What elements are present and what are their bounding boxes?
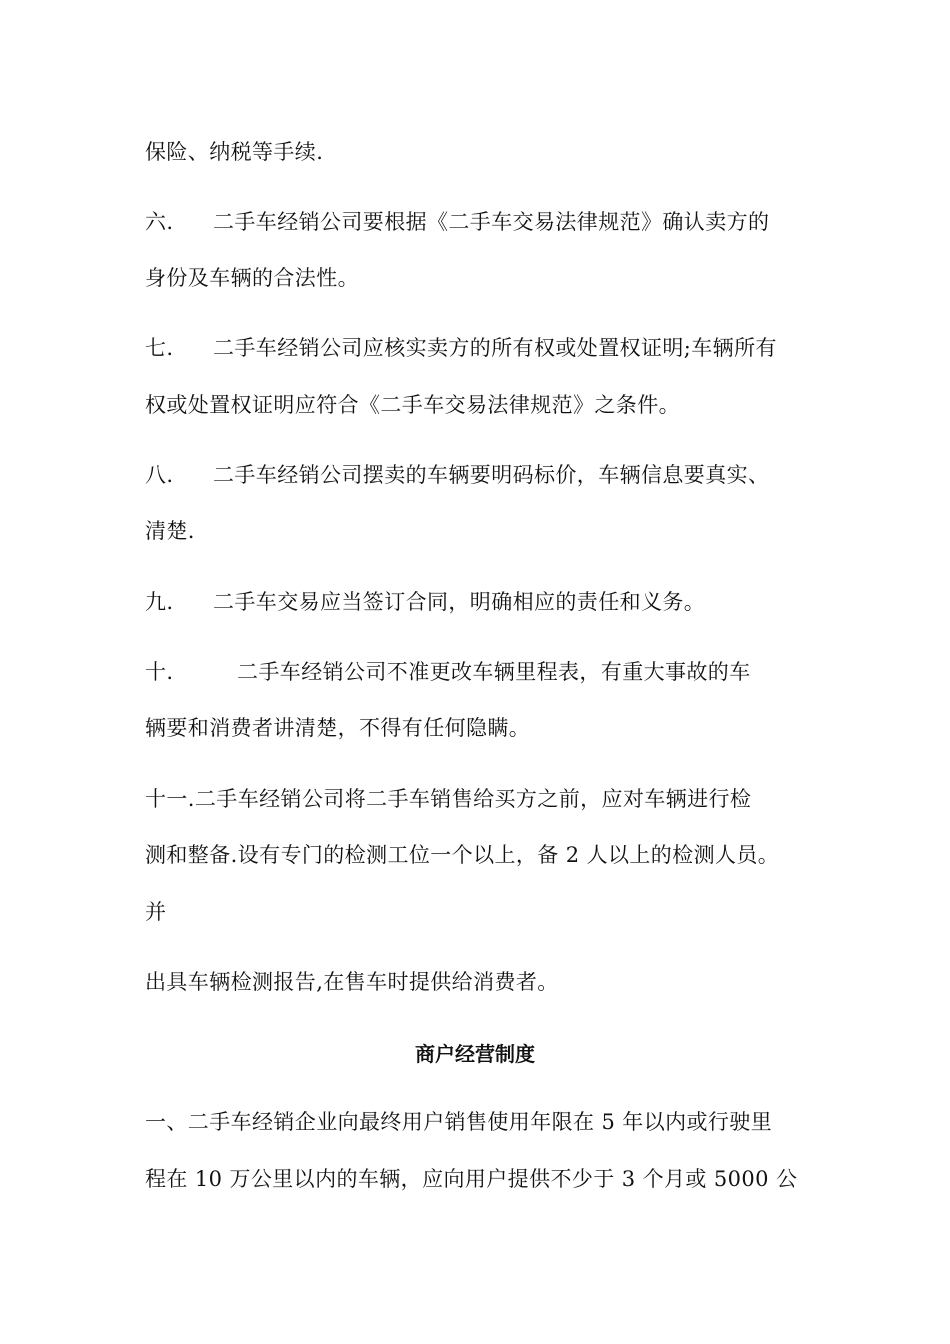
text-line: 身份及车辆的合法性。 xyxy=(145,266,359,290)
item-text: 二手车经销公司要根据《二手车交易法律规范》确认卖方的 xyxy=(213,210,770,234)
section-heading: 商户经营制度 xyxy=(415,1042,535,1066)
item-number: 六. xyxy=(145,210,174,234)
item-text: 二手车经销公司应核实卖方的所有权或处置权证明;车辆所有 xyxy=(213,336,777,360)
item-text: 二手车经销公司不准更改车辆里程表，有重大事故的车 xyxy=(237,660,751,684)
item-7 xyxy=(145,334,810,362)
item-number: 十一. xyxy=(145,787,195,811)
text-line: 清楚. xyxy=(145,519,195,543)
text-line: 出具车辆检测报告,在售车时提供给消费者。 xyxy=(145,970,559,994)
item-text: 二手车交易应当签订合同，明确相应的责任和义务。 xyxy=(213,590,706,614)
item-number: 七. xyxy=(145,336,174,360)
text-line: 权或处置权证明应符合《二手车交易法律规范》之条件。 xyxy=(145,393,680,417)
item-number: 十. xyxy=(145,660,174,684)
item-text: 二手车经销公司将二手车销售给买方之前，应对车辆进行检 xyxy=(194,787,752,811)
item-9 xyxy=(145,588,810,616)
text-line: 一、二手车经销企业向最终用户销售使用年限在 5 年以内或行驶里 xyxy=(145,1110,773,1134)
text-line: 程在 10 万公里以内的车辆，应向用户提供不少于 3 个月或 5000 公 xyxy=(145,1167,798,1191)
item-number: 八. xyxy=(145,463,174,487)
item-6 xyxy=(145,208,810,236)
text-line: 保险、纳税等手续. xyxy=(145,140,324,164)
text-line: 测和整备.设有专门的检测工位一个以上，备 2 人以上的检测人员。 xyxy=(145,843,780,867)
item-text: 二手车经销公司摆卖的车辆要明码标价，车辆信息要真实、 xyxy=(213,463,770,487)
text-line: 辆要和消费者讲清楚，不得有任何隐瞒。 xyxy=(145,716,531,740)
text-line: 并 xyxy=(145,900,167,924)
item-10 xyxy=(145,658,810,686)
item-11 xyxy=(145,785,810,813)
item-number: 九. xyxy=(145,590,174,614)
item-8 xyxy=(145,461,810,489)
